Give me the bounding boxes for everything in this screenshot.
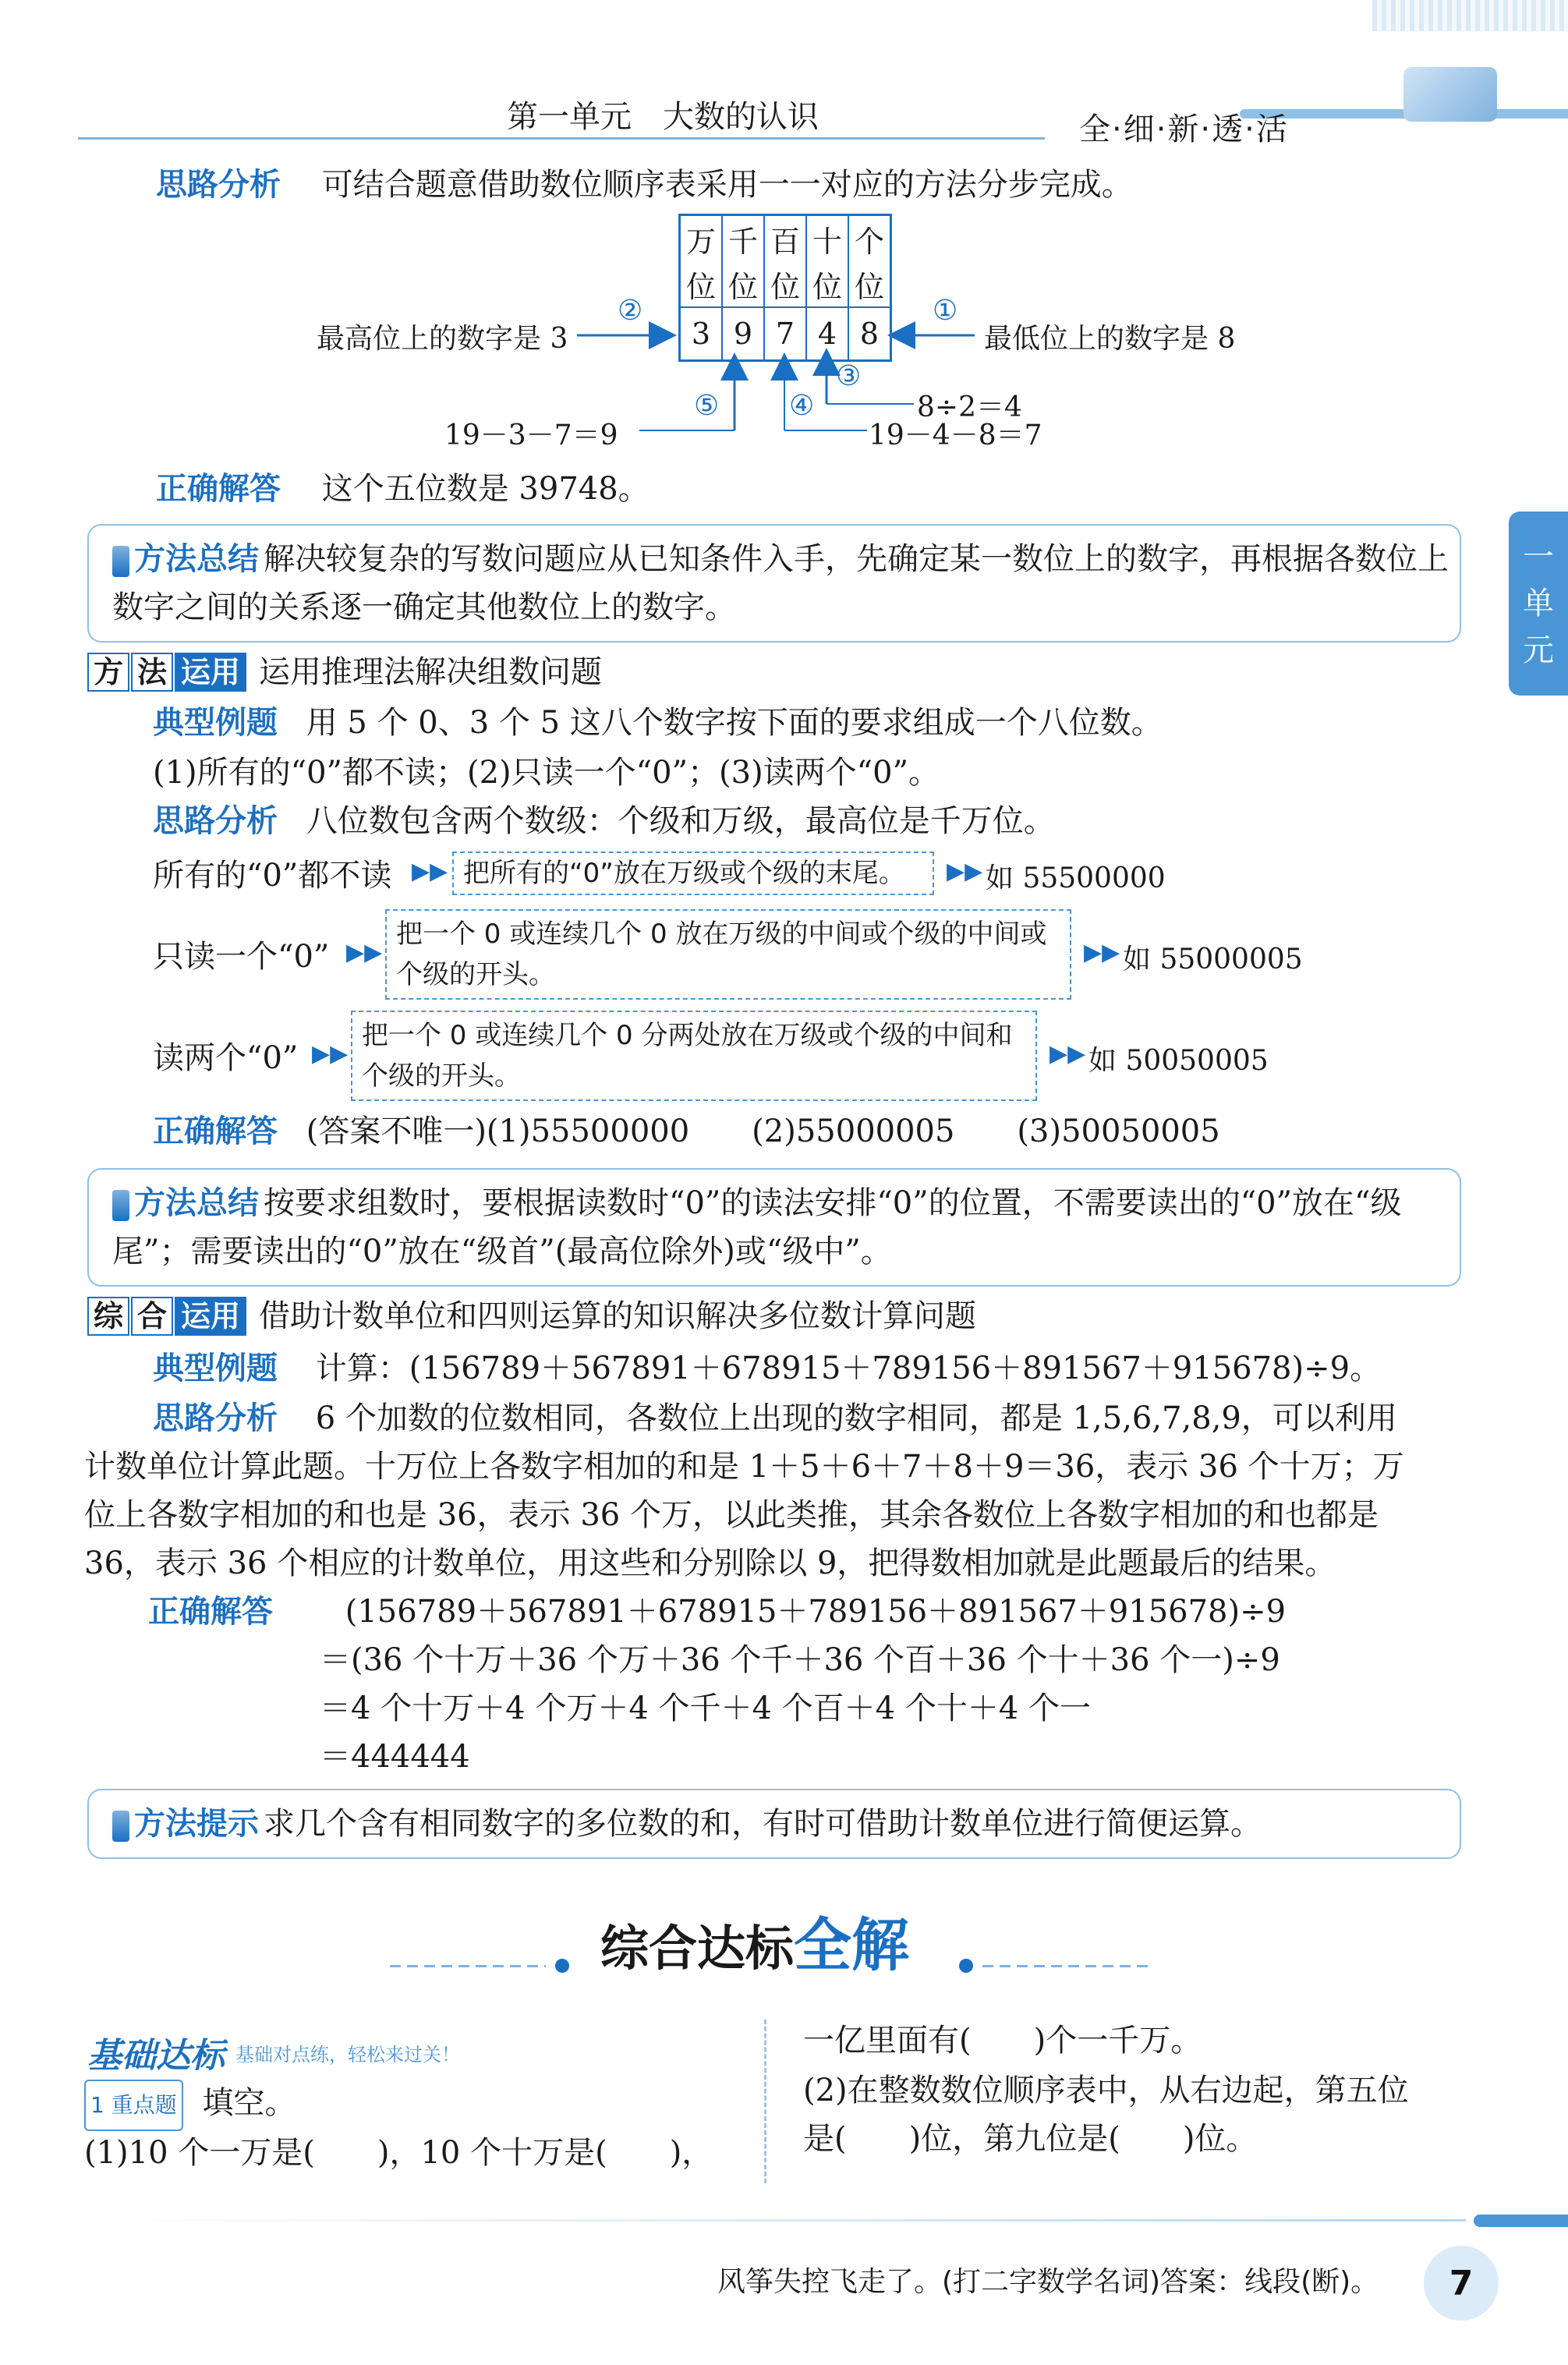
place-cell: 位 [806, 261, 848, 307]
s3-answer [148, 1588, 1286, 1636]
s2-title-box: 方 [87, 653, 129, 692]
footer-accent-bar [1474, 2215, 1568, 2227]
s3-title-text: 借助计数单位和四则运算的知识解决多位数计算问题 [259, 1298, 977, 1334]
s2-analysis [153, 797, 1055, 845]
question-1-part-2: (2)在整数数位顺序表中，从右边起，第五位 [803, 2073, 1409, 2108]
question-1-header [84, 2079, 296, 2131]
banner-dot [555, 1959, 569, 1973]
question-1-part-1-cont: 一亿里面有( )个一千万。 [803, 2023, 1202, 2059]
place-cell: 位 [680, 261, 723, 307]
side-tab-char: 一 [1523, 539, 1554, 575]
place-cell: 位 [722, 261, 764, 307]
diagram-arrows [0, 0, 1568, 483]
s3-example-label: 典型例题 [153, 1351, 278, 1386]
s1-summary-box [87, 524, 1461, 643]
s3-title-box: 综 [87, 1297, 129, 1336]
s1-answer-text: 这个五位数是 39748。 [321, 471, 649, 507]
s2-example [153, 699, 1163, 747]
page-number-text: 7 [1449, 2263, 1474, 2303]
place-cell: 百 [764, 215, 806, 262]
double-arrow-icon: ▶▶ [1049, 1040, 1086, 1067]
step-2: ② [618, 295, 643, 327]
column-divider [764, 2020, 766, 2183]
unit-title: 第一单元 大数的认识 [507, 99, 819, 135]
side-tab-char: 单 [1523, 586, 1554, 621]
s2-answer [153, 1107, 1220, 1156]
step-5: ⑤ [694, 390, 720, 422]
right-note: 最低位上的数字是 8 [984, 323, 1236, 355]
left-note: 最高位上的数字是 3 [317, 323, 568, 355]
pen-icon [112, 1190, 129, 1221]
s3-analysis-line: 位上各数字相加的和也是 36，表示 36 个万，以此类推，其余各数位上各数字相加的和也都是 [84, 1497, 1379, 1533]
question-badge [84, 2080, 183, 2131]
s1-answer-label: 正确解答 [156, 471, 281, 507]
basic-badge-sub: 基础对点练，轻松来过关！ [235, 2043, 460, 2066]
double-arrow-icon: ▶▶ [1084, 939, 1120, 966]
summary-text: 解决较复杂的写数问题应从已知条件入手，先确定某一数位上的数字，再根据各数位上数字之间的关系逐一确定其他数位上的数字。 [112, 541, 1449, 625]
eq-step-4: 19－4－8＝7 [869, 420, 1042, 451]
s3-title-box-solid: 运用 [175, 1297, 246, 1336]
s2-analysis-label: 思路分析 [153, 803, 278, 839]
question-number: 1 [90, 2092, 104, 2118]
flow-rule: 把所有的“0”放在万级或个级的末尾。 [452, 851, 934, 895]
s3-title [87, 1293, 976, 1340]
banner-rule-right [982, 1965, 1154, 1967]
basic-badge-word: 基础达标 [87, 2036, 225, 2076]
pen-icon [112, 1811, 129, 1842]
s3-title-box: 合 [131, 1297, 173, 1336]
summary-tag: 方法总结 [134, 541, 259, 577]
s3-answer-line: (156789＋567891＋678915＋789156＋891567＋915678)÷9 [345, 1594, 1287, 1630]
s3-answer-label: 正确解答 [148, 1594, 273, 1630]
banner-title [600, 1899, 909, 1982]
s2-title-box: 法 [131, 653, 173, 692]
step-1: ① [933, 295, 958, 327]
digit-cell: 9 [722, 307, 764, 361]
s1-answer [156, 465, 649, 513]
flow-condition: 所有的“0”都不读 [153, 858, 392, 894]
s2-example-label: 典型例题 [153, 705, 278, 741]
eq-step-5: 19－3－7＝9 [444, 420, 618, 451]
s2-title-box-solid: 运用 [175, 653, 246, 692]
footer-rule [78, 2219, 1466, 2222]
basic-badge [87, 2027, 460, 2077]
s3-answer-line: ＝444444 [320, 1739, 470, 1775]
s3-example [153, 1344, 1381, 1393]
s2-title [87, 649, 602, 696]
place-cell: 万 [680, 215, 723, 262]
s3-analysis-line: 6 个加数的位数相同，各数位上出现的数字相同，都是 1,5,6,7,8,9，可以利用 [315, 1400, 1397, 1436]
s3-analysis-line: 36，表示 36 个相应的计数单位，用这些和分别除以 9，把得数相加就是此题最后的结果。 [84, 1545, 1336, 1581]
place-cell: 个 [848, 215, 891, 262]
place-cell: 位 [764, 261, 806, 307]
side-tab-char: 元 [1523, 632, 1554, 668]
tip-text: 求几个含有相同数字的多位数的和，有时可借助计数单位进行简便运算。 [264, 1806, 1262, 1842]
s3-example-text: 计算：(156789＋567891＋678915＋789156＋891567＋915678)÷9。 [315, 1351, 1382, 1386]
place-cell: 位 [848, 261, 891, 307]
flow-example: 如 50050005 [1088, 1045, 1269, 1077]
s2-answer-text: (答案不唯一)(1)55500000 (2)55000005 (3)50050005 [306, 1113, 1220, 1149]
place-cell: 十 [806, 215, 848, 262]
digit-cell: 3 [680, 307, 723, 361]
banner-title-big: 全解 [794, 1912, 910, 1979]
double-arrow-icon: ▶▶ [346, 939, 383, 966]
s2-example-sub: (1)所有的“0”都不读；(2)只读一个“0”；(3)读两个“0”。 [153, 755, 940, 791]
eq-step-3: 8÷2＝4 [917, 391, 1022, 423]
s2-answer-label: 正确解答 [153, 1113, 278, 1149]
flow-rule: 把一个 0 或连续几个 0 分两处放在万级或个级的中间和个级的开头。 [351, 1011, 1037, 1101]
s3-tip-box [87, 1789, 1461, 1859]
flow-example: 如 55000005 [1123, 944, 1303, 975]
question-title: 填空。 [202, 2085, 296, 2121]
tip-tag: 方法提示 [134, 1806, 259, 1842]
unit-side-tab [1509, 512, 1568, 696]
footer-riddle: 风筝失控飞走了。(打二字数学名词)答案：线段(断)。 [717, 2266, 1379, 2298]
flow-example: 如 55500000 [986, 862, 1166, 894]
summary-tag: 方法总结 [134, 1185, 259, 1221]
s2-title-text: 运用推理法解决组数问题 [259, 654, 603, 690]
s3-analysis-label: 思路分析 [153, 1400, 278, 1436]
s2-analysis-text: 八位数包含两个数级：个级和万级，最高位是千万位。 [306, 803, 1055, 839]
flow-condition: 只读一个“0” [153, 939, 330, 975]
digit-cell: 8 [848, 307, 891, 361]
digit-cell: 7 [764, 307, 806, 361]
s3-analysis-line: 计数单位计算此题。十万位上各数字相加的和是 1＋5＋6＋7＋8＋9＝36，表示 36 个十万；万 [84, 1449, 1404, 1485]
step-3: ③ [836, 360, 862, 392]
step-4: ④ [789, 390, 815, 422]
place-cell: 千 [722, 215, 764, 262]
s2-example-text: 用 5 个 0、3 个 5 这八个数字按下面的要求组成一个八位数。 [306, 705, 1163, 741]
question-tag: 重点题 [111, 2092, 177, 2118]
question-1-part-2-cont: 是( )位，第九位是( )位。 [803, 2121, 1258, 2157]
double-arrow-icon: ▶▶ [412, 858, 448, 885]
flow-rule: 把一个 0 或连续几个 0 放在万级的中间或个级的中间或个级的开头。 [385, 909, 1071, 1000]
pen-icon [112, 546, 129, 577]
s3-answer-line: ＝4 个十万＋4 个万＋4 个千＋4 个百＋4 个十＋4 个一 [320, 1691, 1091, 1726]
question-1-part-1: (1)10 个一万是( )，10 个十万是( )， [84, 2135, 713, 2171]
banner-title-small: 综合达标 [600, 1920, 795, 1977]
page-number [1424, 2246, 1499, 2321]
flow-condition: 读两个“0” [153, 1040, 299, 1076]
s1-analysis-label: 思路分析 [156, 167, 281, 203]
s1-analysis-text: 可结合题意借助数位顺序表采用一一对应的方法分步完成。 [321, 167, 1133, 203]
summary-text: 按要求组数时，要根据读数时“0”的读法安排“0”的位置，不需要读出的“0”放在“级尾”；需要读出的“0”放在“级首”(最高位除外)或“级中”。 [112, 1185, 1402, 1269]
banner-rule-left [390, 1965, 546, 1967]
header-slogan: 全·细·新·透·活 [1079, 112, 1289, 147]
digit-cell: 4 [806, 307, 848, 361]
banner-dot [959, 1959, 973, 1973]
s2-summary-box [87, 1168, 1461, 1287]
s3-analysis [153, 1394, 1397, 1443]
double-arrow-icon: ▶▶ [312, 1040, 349, 1067]
double-arrow-icon: ▶▶ [947, 858, 983, 885]
s3-answer-line: ＝(36 个十万＋36 个万＋36 个千＋36 个百＋36 个十＋36 个一)÷9 [320, 1642, 1280, 1678]
